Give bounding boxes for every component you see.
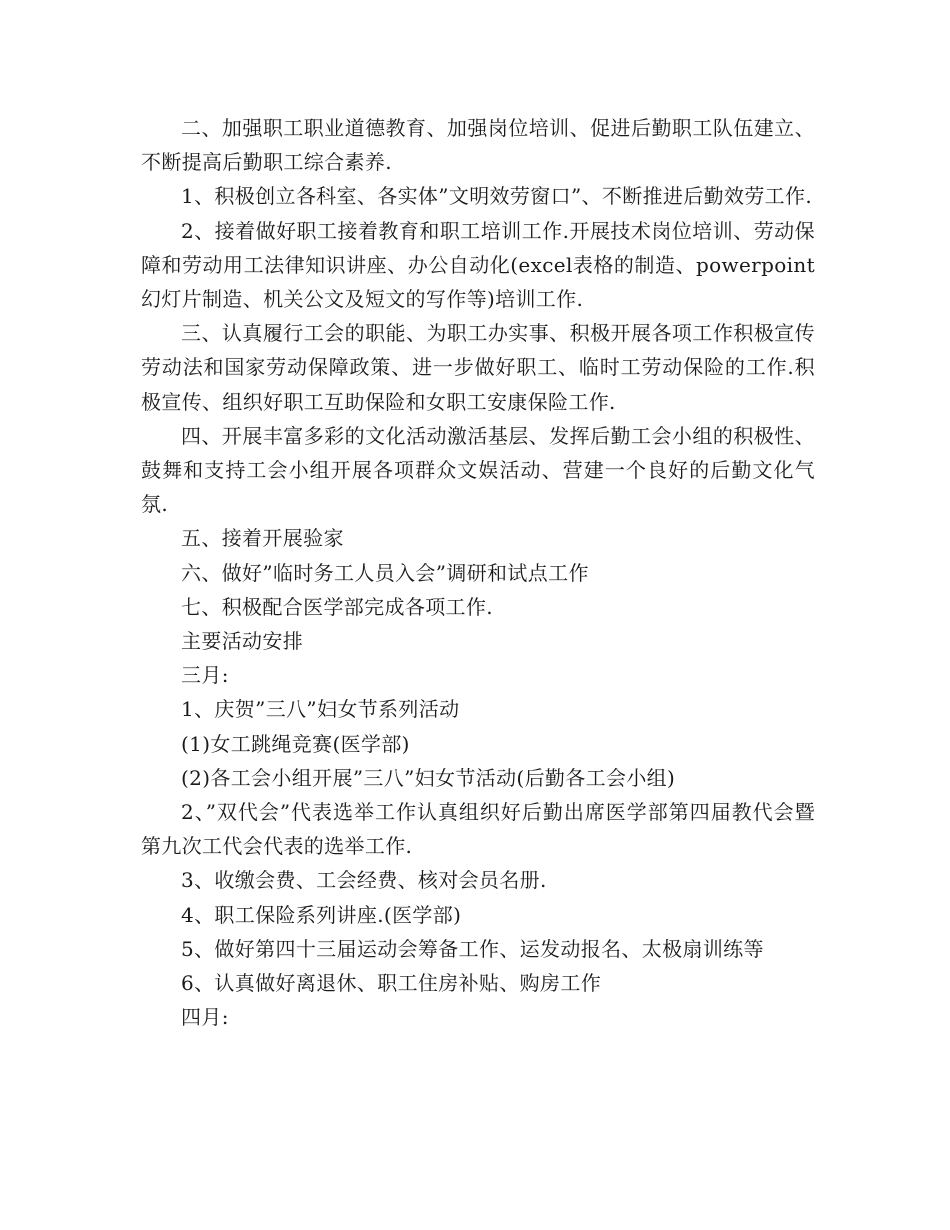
- list-item: (1)女工跳绳竞赛(医学部): [181, 731, 410, 756]
- list-item: 2、”双代会”代表选举工作认真组织好后勤出席医学部第四届教代会暨第九次工代会代表的选举工作.: [141, 800, 815, 859]
- paragraph: 五、接着开展验家: [181, 526, 344, 551]
- document-body: [141, 111, 815, 1034]
- section-heading: 主要活动安排: [181, 629, 304, 654]
- list-item: 6、认真做好离退休、职工住房补贴、购房工作: [181, 971, 602, 996]
- month-heading: 三月:: [181, 663, 229, 688]
- list-item: 5、做好第四十三届运动会筹备工作、运发动报名、太极扇训练等: [181, 936, 764, 961]
- paragraph: 二、加强职工职业道德教育、加强岗位培训、促进后勤职工队伍建立、不断提高后勤职工综合素养.: [141, 116, 815, 175]
- month-heading: 四月:: [181, 1005, 229, 1030]
- paragraph: 1、积极创立各科室、各实体”文明效劳窗口”、不断推进后勤效劳工作.: [181, 184, 813, 209]
- list-item: 3、收缴会费、工会经费、核对会员名册.: [181, 868, 547, 893]
- paragraph: 六、做好”临时务工人员入会”调研和试点工作: [181, 560, 589, 585]
- paragraph: 七、积极配合医学部完成各项工作.: [181, 594, 493, 619]
- list-item: 4、职工保险系列讲座.(医学部): [181, 902, 462, 927]
- paragraph: 四、开展丰富多彩的文化活动激活基层、发挥后勤工会小组的积极性、鼓舞和支持工会小组开展各项群众文娱活动、营建一个良好的后勤文化气氛.: [141, 423, 815, 517]
- paragraph: 2、接着做好职工接着教育和职工培训工作.开展技术岗位培训、劳动保障和劳动用工法律知识讲座、办公自动化(excel表格的制造、powerpoint幻灯片制造、机关公文及短文的写作等)培训工作.: [141, 218, 815, 312]
- paragraph: 三、认真履行工会的职能、为职工办实事、积极开展各项工作积极宣传劳动法和国家劳动保障政策、进一步做好职工、临时工劳动保险的工作.积极宣传、组织好职工互助保险和女职工安康保险工作.: [141, 321, 815, 414]
- list-item: 1、庆贺”三八”妇女节系列活动: [181, 697, 460, 722]
- list-item: (2)各工会小组开展”三八”妇女节活动(后勤各工会小组): [181, 765, 676, 790]
